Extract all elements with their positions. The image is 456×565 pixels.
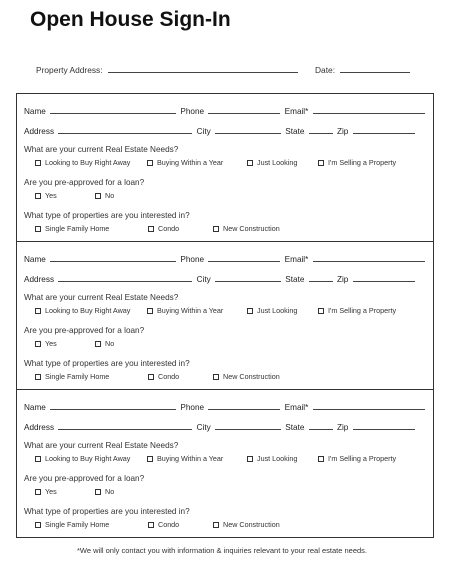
date-label: Date: bbox=[315, 65, 336, 75]
needs-option[interactable]: Looking to Buy Right Away bbox=[35, 454, 130, 463]
phone-field[interactable] bbox=[208, 401, 280, 410]
required-asterisk: * bbox=[305, 255, 309, 264]
address-label: Address bbox=[24, 423, 55, 432]
needs-question: What are your current Real Estate Needs? bbox=[24, 145, 179, 154]
section-divider bbox=[17, 389, 433, 390]
type-option[interactable]: New Construction bbox=[213, 520, 280, 529]
preapproved-option[interactable]: No bbox=[95, 191, 114, 200]
checkbox[interactable] bbox=[147, 308, 153, 314]
checkbox[interactable] bbox=[213, 374, 219, 380]
zip-field[interactable] bbox=[353, 125, 415, 134]
zip-label: Zip bbox=[336, 127, 349, 136]
type-option[interactable]: Single Family Home bbox=[35, 224, 109, 233]
needs-option[interactable]: I'm Selling a Property bbox=[318, 454, 396, 463]
checkbox[interactable] bbox=[247, 160, 253, 166]
checkbox[interactable] bbox=[35, 341, 41, 347]
checkbox[interactable] bbox=[318, 308, 324, 314]
property-address-row bbox=[36, 64, 298, 75]
name-field[interactable] bbox=[50, 253, 176, 262]
preapproved-question: Are you pre-approved for a loan? bbox=[24, 474, 145, 483]
date-field[interactable] bbox=[340, 64, 410, 73]
checkbox[interactable] bbox=[213, 226, 219, 232]
city-field[interactable] bbox=[215, 421, 281, 430]
needs-option[interactable]: Buying Within a Year bbox=[147, 158, 223, 167]
types-question: What type of properties are you interested in? bbox=[24, 211, 190, 220]
city-field[interactable] bbox=[215, 273, 281, 282]
preapproved-option[interactable]: Yes bbox=[35, 487, 57, 496]
checkbox[interactable] bbox=[247, 308, 253, 314]
preapproved-question: Are you pre-approved for a loan? bbox=[24, 178, 145, 187]
address-label: Address bbox=[24, 275, 55, 284]
checkbox[interactable] bbox=[95, 489, 101, 495]
zip-field[interactable] bbox=[353, 421, 415, 430]
preapproved-option[interactable]: No bbox=[95, 487, 114, 496]
section-divider bbox=[17, 241, 433, 242]
checkbox[interactable] bbox=[148, 226, 154, 232]
checkbox[interactable] bbox=[35, 456, 41, 462]
checkbox[interactable] bbox=[148, 374, 154, 380]
city-label: City bbox=[196, 127, 211, 136]
email-label: Email bbox=[284, 107, 306, 116]
checkbox[interactable] bbox=[318, 456, 324, 462]
name-row bbox=[24, 105, 425, 116]
checkbox[interactable] bbox=[95, 341, 101, 347]
types-question: What type of properties are you interested in? bbox=[24, 507, 190, 516]
needs-option[interactable]: I'm Selling a Property bbox=[318, 158, 396, 167]
property-address-field[interactable] bbox=[108, 64, 298, 73]
state-field[interactable] bbox=[309, 421, 333, 430]
address-field[interactable] bbox=[58, 273, 192, 282]
email-label: Email bbox=[284, 255, 306, 264]
name-label: Name bbox=[24, 107, 46, 116]
address-row bbox=[24, 273, 415, 284]
name-field[interactable] bbox=[50, 105, 176, 114]
preapproved-question: Are you pre-approved for a loan? bbox=[24, 326, 145, 335]
checkbox[interactable] bbox=[148, 522, 154, 528]
phone-field[interactable] bbox=[208, 105, 280, 114]
needs-option[interactable]: Looking to Buy Right Away bbox=[35, 158, 130, 167]
checkbox[interactable] bbox=[35, 226, 41, 232]
checkbox[interactable] bbox=[247, 456, 253, 462]
address-row bbox=[24, 125, 415, 136]
address-field[interactable] bbox=[58, 421, 192, 430]
preapproved-option[interactable]: Yes bbox=[35, 339, 57, 348]
needs-question: What are your current Real Estate Needs? bbox=[24, 293, 179, 302]
type-option[interactable]: Condo bbox=[148, 372, 179, 381]
name-label: Name bbox=[24, 255, 46, 264]
type-option[interactable]: Condo bbox=[148, 224, 179, 233]
checkbox[interactable] bbox=[213, 522, 219, 528]
date-row bbox=[315, 64, 410, 75]
name-row bbox=[24, 253, 425, 264]
type-option[interactable]: Single Family Home bbox=[35, 372, 109, 381]
checkbox[interactable] bbox=[147, 456, 153, 462]
needs-question: What are your current Real Estate Needs? bbox=[24, 441, 179, 450]
required-asterisk: * bbox=[305, 403, 309, 412]
property-address-label: Property Address: bbox=[36, 65, 103, 75]
email-field[interactable] bbox=[313, 253, 425, 262]
email-label: Email bbox=[284, 403, 306, 412]
checkbox[interactable] bbox=[318, 160, 324, 166]
checkbox[interactable] bbox=[35, 193, 41, 199]
phone-label: Phone bbox=[180, 107, 205, 116]
phone-label: Phone bbox=[180, 403, 205, 412]
type-option[interactable]: Single Family Home bbox=[35, 520, 109, 529]
zip-field[interactable] bbox=[353, 273, 415, 282]
name-label: Name bbox=[24, 403, 46, 412]
state-field[interactable] bbox=[309, 273, 333, 282]
name-row bbox=[24, 401, 425, 412]
city-label: City bbox=[196, 423, 211, 432]
needs-option[interactable]: Just Looking bbox=[247, 158, 297, 167]
checkbox[interactable] bbox=[35, 160, 41, 166]
type-option[interactable]: Condo bbox=[148, 520, 179, 529]
address-row bbox=[24, 421, 415, 432]
checkbox[interactable] bbox=[147, 160, 153, 166]
state-label: State bbox=[285, 423, 305, 432]
checkbox[interactable] bbox=[35, 374, 41, 380]
state-label: State bbox=[285, 127, 305, 136]
checkbox[interactable] bbox=[35, 489, 41, 495]
preapproved-option[interactable]: No bbox=[95, 339, 114, 348]
email-field[interactable] bbox=[313, 401, 425, 410]
needs-option[interactable]: Buying Within a Year bbox=[147, 454, 223, 463]
preapproved-option[interactable]: Yes bbox=[35, 191, 57, 200]
checkbox[interactable] bbox=[35, 522, 41, 528]
needs-option[interactable]: I'm Selling a Property bbox=[318, 306, 396, 315]
needs-option[interactable]: Just Looking bbox=[247, 454, 297, 463]
state-field[interactable] bbox=[309, 125, 333, 134]
needs-option[interactable]: Looking to Buy Right Away bbox=[35, 306, 130, 315]
type-option[interactable]: New Construction bbox=[213, 372, 280, 381]
checkbox[interactable] bbox=[35, 308, 41, 314]
needs-option[interactable]: Just Looking bbox=[247, 306, 297, 315]
zip-label: Zip bbox=[336, 423, 349, 432]
email-field[interactable] bbox=[313, 105, 425, 114]
required-asterisk: * bbox=[305, 107, 309, 116]
address-label: Address bbox=[24, 127, 55, 136]
zip-label: Zip bbox=[336, 275, 349, 284]
phone-label: Phone bbox=[180, 255, 205, 264]
types-question: What type of properties are you interested in? bbox=[24, 359, 190, 368]
type-option[interactable]: New Construction bbox=[213, 224, 280, 233]
address-field[interactable] bbox=[58, 125, 192, 134]
page-title: Open House Sign-In bbox=[30, 8, 231, 31]
city-label: City bbox=[196, 275, 211, 284]
state-label: State bbox=[285, 275, 305, 284]
checkbox[interactable] bbox=[95, 193, 101, 199]
name-field[interactable] bbox=[50, 401, 176, 410]
footnote: *We will only contact you with information & inquiries relevant to your real estate needs. bbox=[77, 546, 368, 555]
city-field[interactable] bbox=[215, 125, 281, 134]
needs-option[interactable]: Buying Within a Year bbox=[147, 306, 223, 315]
phone-field[interactable] bbox=[208, 253, 280, 262]
